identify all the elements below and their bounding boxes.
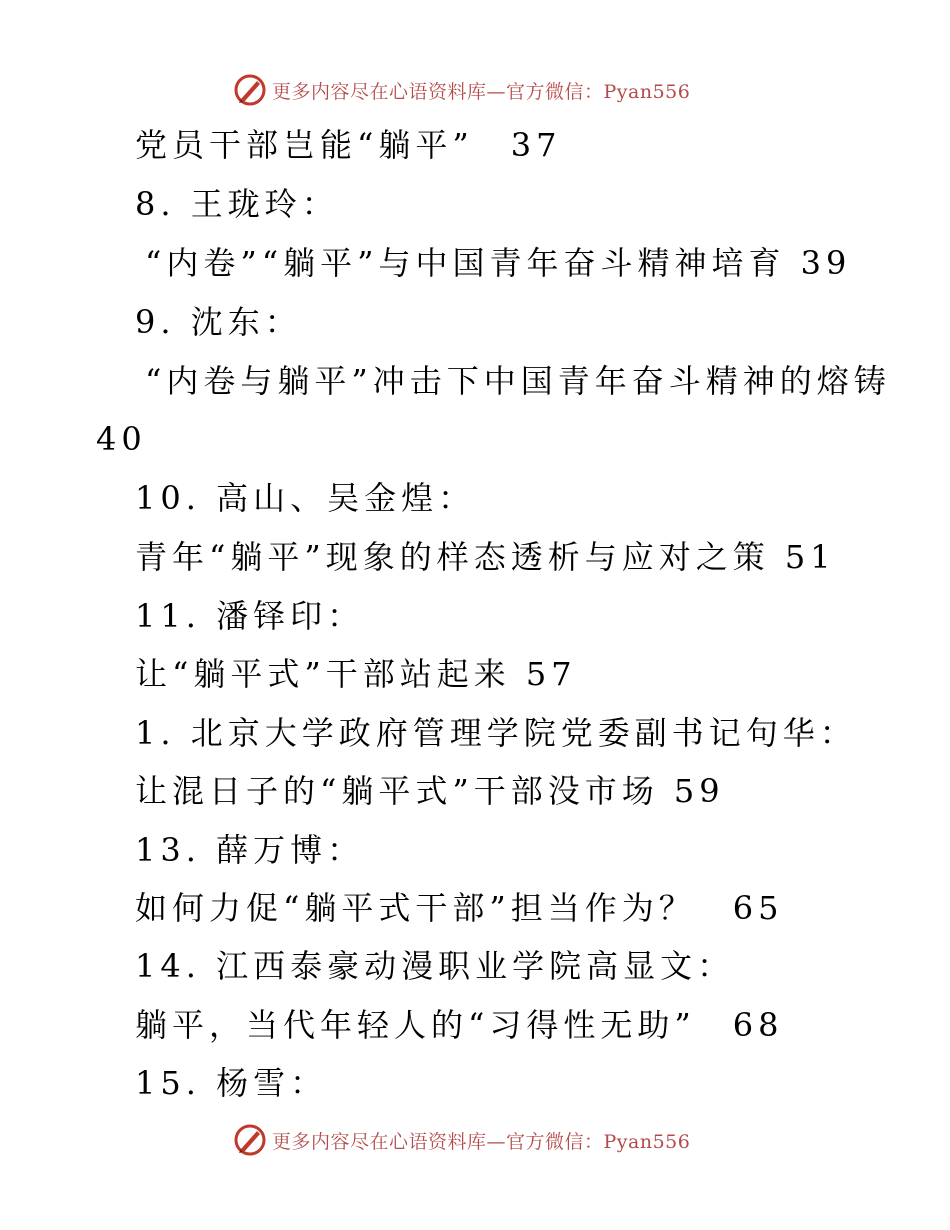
toc-line: 让“躺平式”干部站起来 57	[135, 655, 577, 693]
toc-line: 青年“躺平”现象的样态透析与应对之策 51	[135, 538, 836, 576]
pen-logo-icon	[232, 72, 268, 108]
toc-line: 8. 王珑玲：	[135, 185, 339, 223]
toc-line: 让混日子的“躺平式”干部没市场 59	[135, 772, 725, 810]
toc-line: “内卷与躺平”冲击下中国青年奋斗精神的熔铸	[145, 362, 891, 400]
toc-line: 躺平，当代年轻人的“习得性无助” 68	[135, 1006, 784, 1044]
toc-line: 1. 北京大学政府管理学院党委副书记句华：	[135, 714, 857, 752]
toc-line: 9. 沈东：	[135, 303, 302, 341]
toc-line: “内卷”“躺平”与中国青年奋斗精神培育 39	[145, 244, 852, 282]
toc-line: 14. 江西泰豪动漫职业学院高显文：	[135, 947, 735, 985]
pen-logo-icon	[232, 1122, 268, 1158]
header-watermark	[232, 70, 690, 110]
toc-line: 10. 高山、吴金煌：	[135, 479, 476, 517]
footer-watermark	[232, 1120, 690, 1160]
toc-line: 如何力促“躺平式干部”担当作为？ 65	[135, 889, 784, 927]
watermark-text: 更多内容尽在心语资料库—官方微信：Pyan556	[272, 80, 691, 103]
toc-line: 11. 潘铎印：	[135, 597, 365, 635]
watermark-text: 更多内容尽在心语资料库—官方微信：Pyan556	[272, 1130, 691, 1153]
toc-line: 15. 杨雪：	[135, 1064, 328, 1102]
toc-line: 40	[96, 420, 147, 458]
toc-line: 党员干部岂能“躺平” 37	[135, 126, 562, 164]
toc-line: 13. 薛万博：	[135, 831, 365, 869]
